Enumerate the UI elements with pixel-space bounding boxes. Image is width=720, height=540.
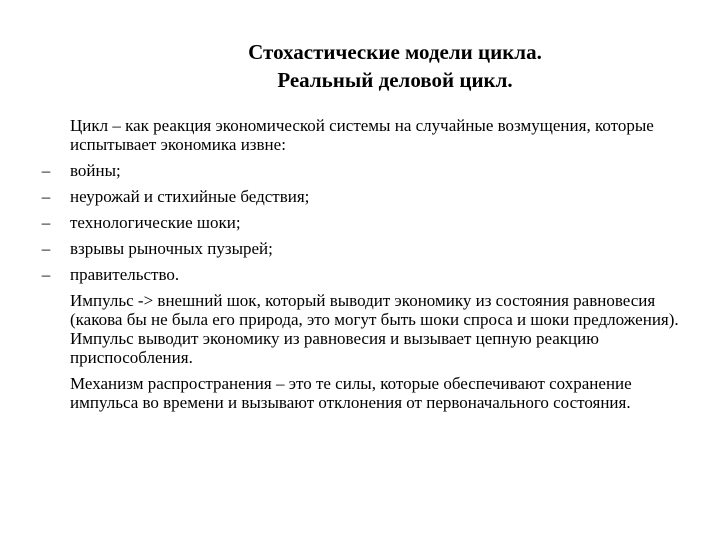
impulse-paragraph: Импульс -> внешний шок, который выводит экономику из состояния равновесия (какова бы не была его природа, это могут быть шоки спроса и шоки предложения). Импульс выводит экономику из равновесия и вызывает цепную реакцию приспособления. [70, 291, 679, 367]
list-item [41, 265, 680, 284]
title-line-2: Реальный деловой цикл. [277, 68, 513, 92]
list-item [41, 239, 680, 258]
list-item-text: технологические шоки; [70, 213, 241, 232]
mechanism-paragraph: Механизм распространения – это те силы, которые обеспечивают сохранение импульса во времени и вызывают отклонения от первоначального состояния. [70, 374, 632, 412]
title-line-1: Стохастические модели цикла. [248, 40, 542, 64]
list-item [41, 187, 680, 206]
dash-marker: – [41, 239, 51, 258]
list-item-text: взрывы рыночных пузырей; [70, 239, 273, 258]
dash-marker: – [41, 213, 51, 232]
list-item-text: войны; [70, 161, 121, 180]
list-item-text: правительство. [70, 265, 180, 284]
list-item [41, 161, 680, 180]
slide-body [41, 116, 680, 419]
list-item [41, 213, 680, 232]
intro-paragraph: Цикл – как реакция экономической системы на случайные возмущения, которые испытывает экономика извне: [70, 116, 654, 154]
dash-marker: – [41, 265, 51, 284]
dash-marker: – [41, 187, 51, 206]
list-item-text: неурожай и стихийные бедствия; [70, 187, 310, 206]
dash-marker: – [41, 161, 51, 180]
slide-title [150, 38, 640, 94]
